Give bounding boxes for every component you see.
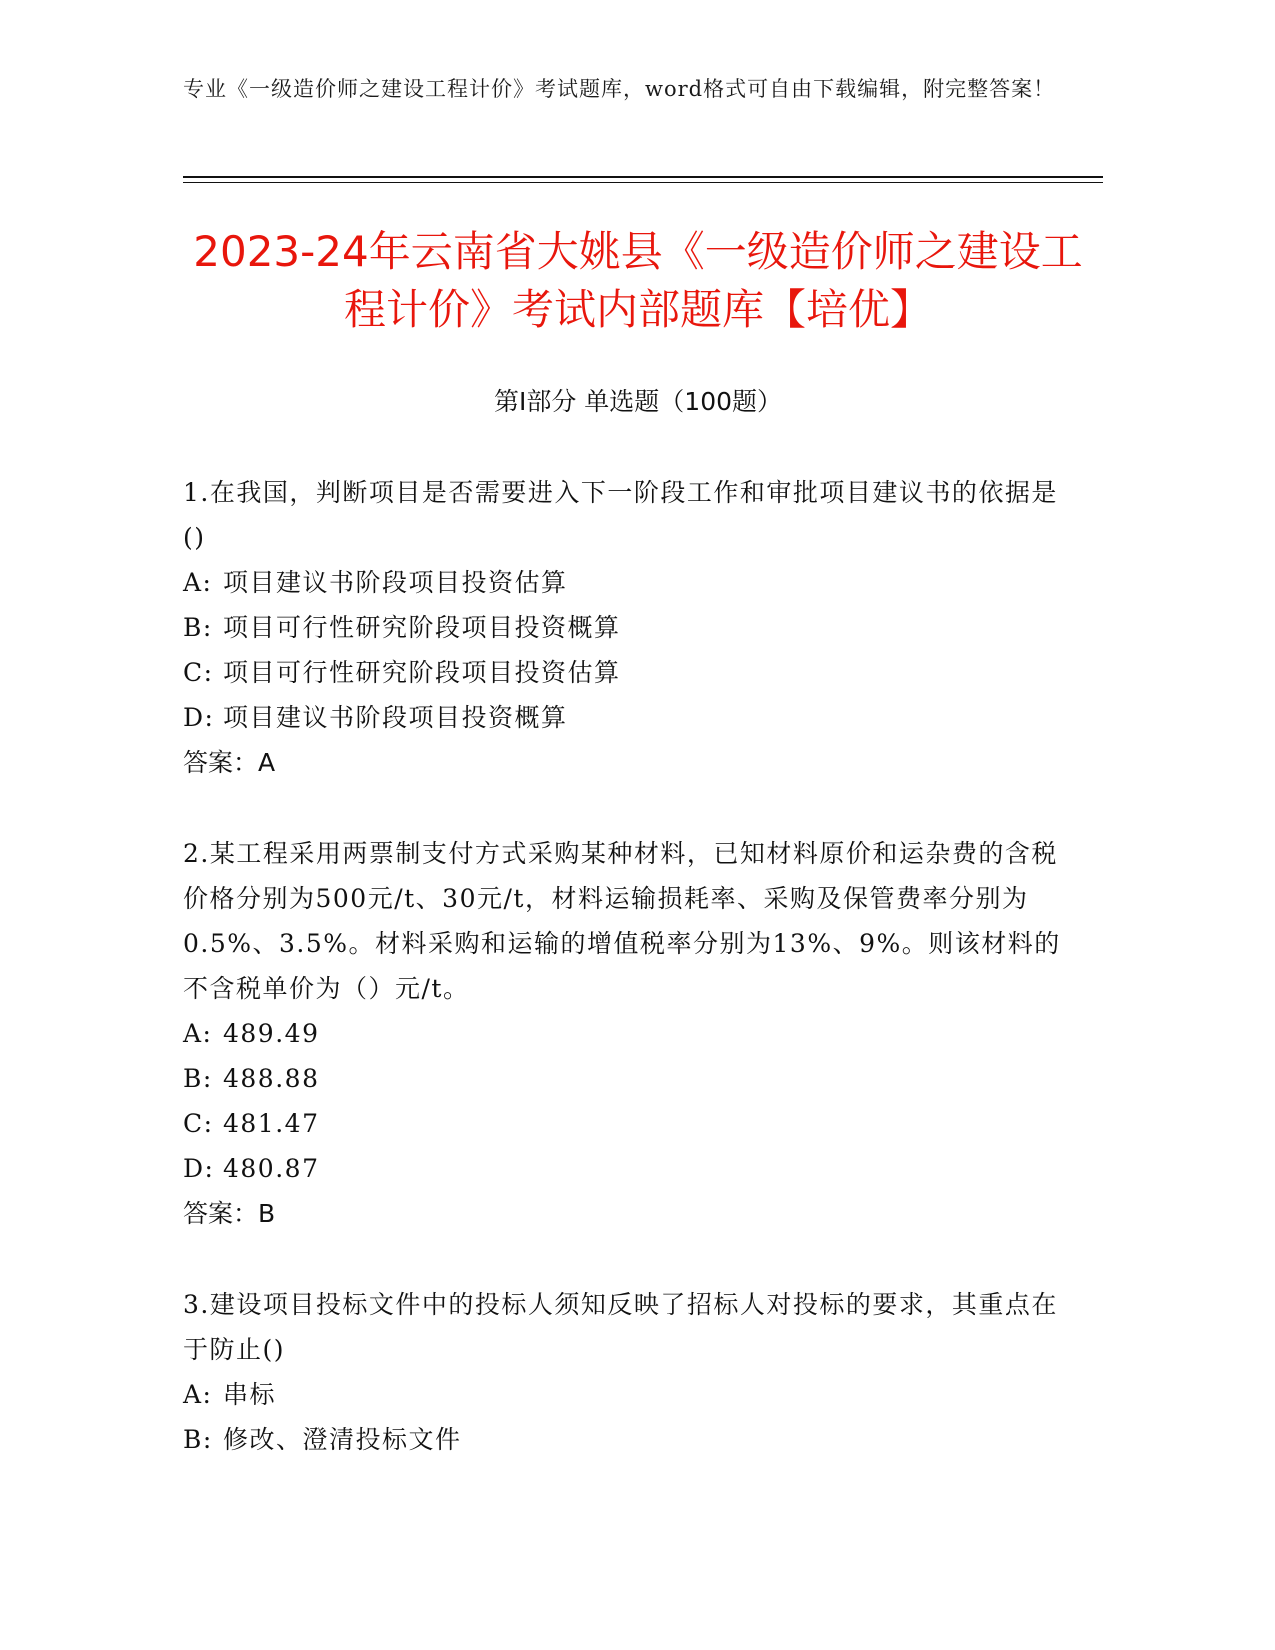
option-text: 项目建议书阶段项目投资估算 [223, 568, 568, 597]
question-option-a [183, 1011, 1063, 1056]
question-option-d [183, 1146, 1063, 1191]
section-title: 第I部分 单选题（100题） [493, 387, 783, 416]
option-key: A: [183, 568, 213, 597]
document-title: 2023-24年云南省大姚县《一级造价师之建设工程计价》考试内部题库【培优】 [193, 227, 1083, 334]
question-option-b [183, 1417, 1063, 1462]
question-option-b [183, 1056, 1063, 1101]
header-rule-thick [183, 176, 1103, 178]
question-1 [183, 470, 1063, 785]
option-key: C: [183, 1109, 214, 1138]
option-text: 串标 [223, 1380, 277, 1409]
question-option-a [183, 560, 1063, 605]
option-text: 480.87 [223, 1154, 320, 1183]
option-text: 修改、澄清投标文件 [223, 1425, 462, 1454]
option-text: 489.49 [223, 1019, 320, 1048]
option-key: B: [183, 613, 213, 642]
header-rule-thin [183, 182, 1103, 183]
question-stem: 3.建设项目投标文件中的投标人须知反映了招标人对投标的要求，其重点在于防止() [183, 1290, 1058, 1364]
question-answer: 答案：B [183, 1199, 276, 1228]
question-option-b [183, 605, 1063, 650]
question-option-d [183, 695, 1063, 740]
question-stem: 1.在我国，判断项目是否需要进入下一阶段工作和审批项目建议书的依据是() [183, 478, 1058, 552]
option-text: 项目可行性研究阶段项目投资概算 [223, 613, 621, 642]
option-key: B: [183, 1064, 213, 1093]
option-key: C: [183, 658, 214, 687]
question-2 [183, 831, 1063, 1236]
header-note: 专业《一级造价师之建设工程计价》考试题库，word格式可自由下载编辑，附完整答案！ [183, 77, 1056, 101]
option-text: 488.88 [223, 1064, 320, 1093]
question-option-c [183, 1101, 1063, 1146]
option-key: D: [183, 703, 215, 732]
question-option-c [183, 650, 1063, 695]
question-answer: 答案：A [183, 748, 276, 777]
option-text: 项目可行性研究阶段项目投资估算 [223, 658, 621, 687]
option-key: B: [183, 1425, 213, 1454]
option-key: D: [183, 1154, 215, 1183]
question-3 [183, 1282, 1063, 1462]
option-key: A: [183, 1019, 213, 1048]
question-option-a [183, 1372, 1063, 1417]
option-text: 项目建议书阶段项目投资概算 [223, 703, 568, 732]
option-key: A: [183, 1380, 213, 1409]
question-stem: 2.某工程采用两票制支付方式采购某种材料，已知材料原价和运杂费的含税价格分别为500元/t、30元/t，材料运输损耗率、采购及保管费率分别为0.5%、3.5%。材料采购和运输的增值税率分别为13%、9%。则该材料的不含税单价为（）元/t。 [183, 839, 1061, 1003]
option-text: 481.47 [223, 1109, 320, 1138]
question-list [183, 470, 1063, 1508]
